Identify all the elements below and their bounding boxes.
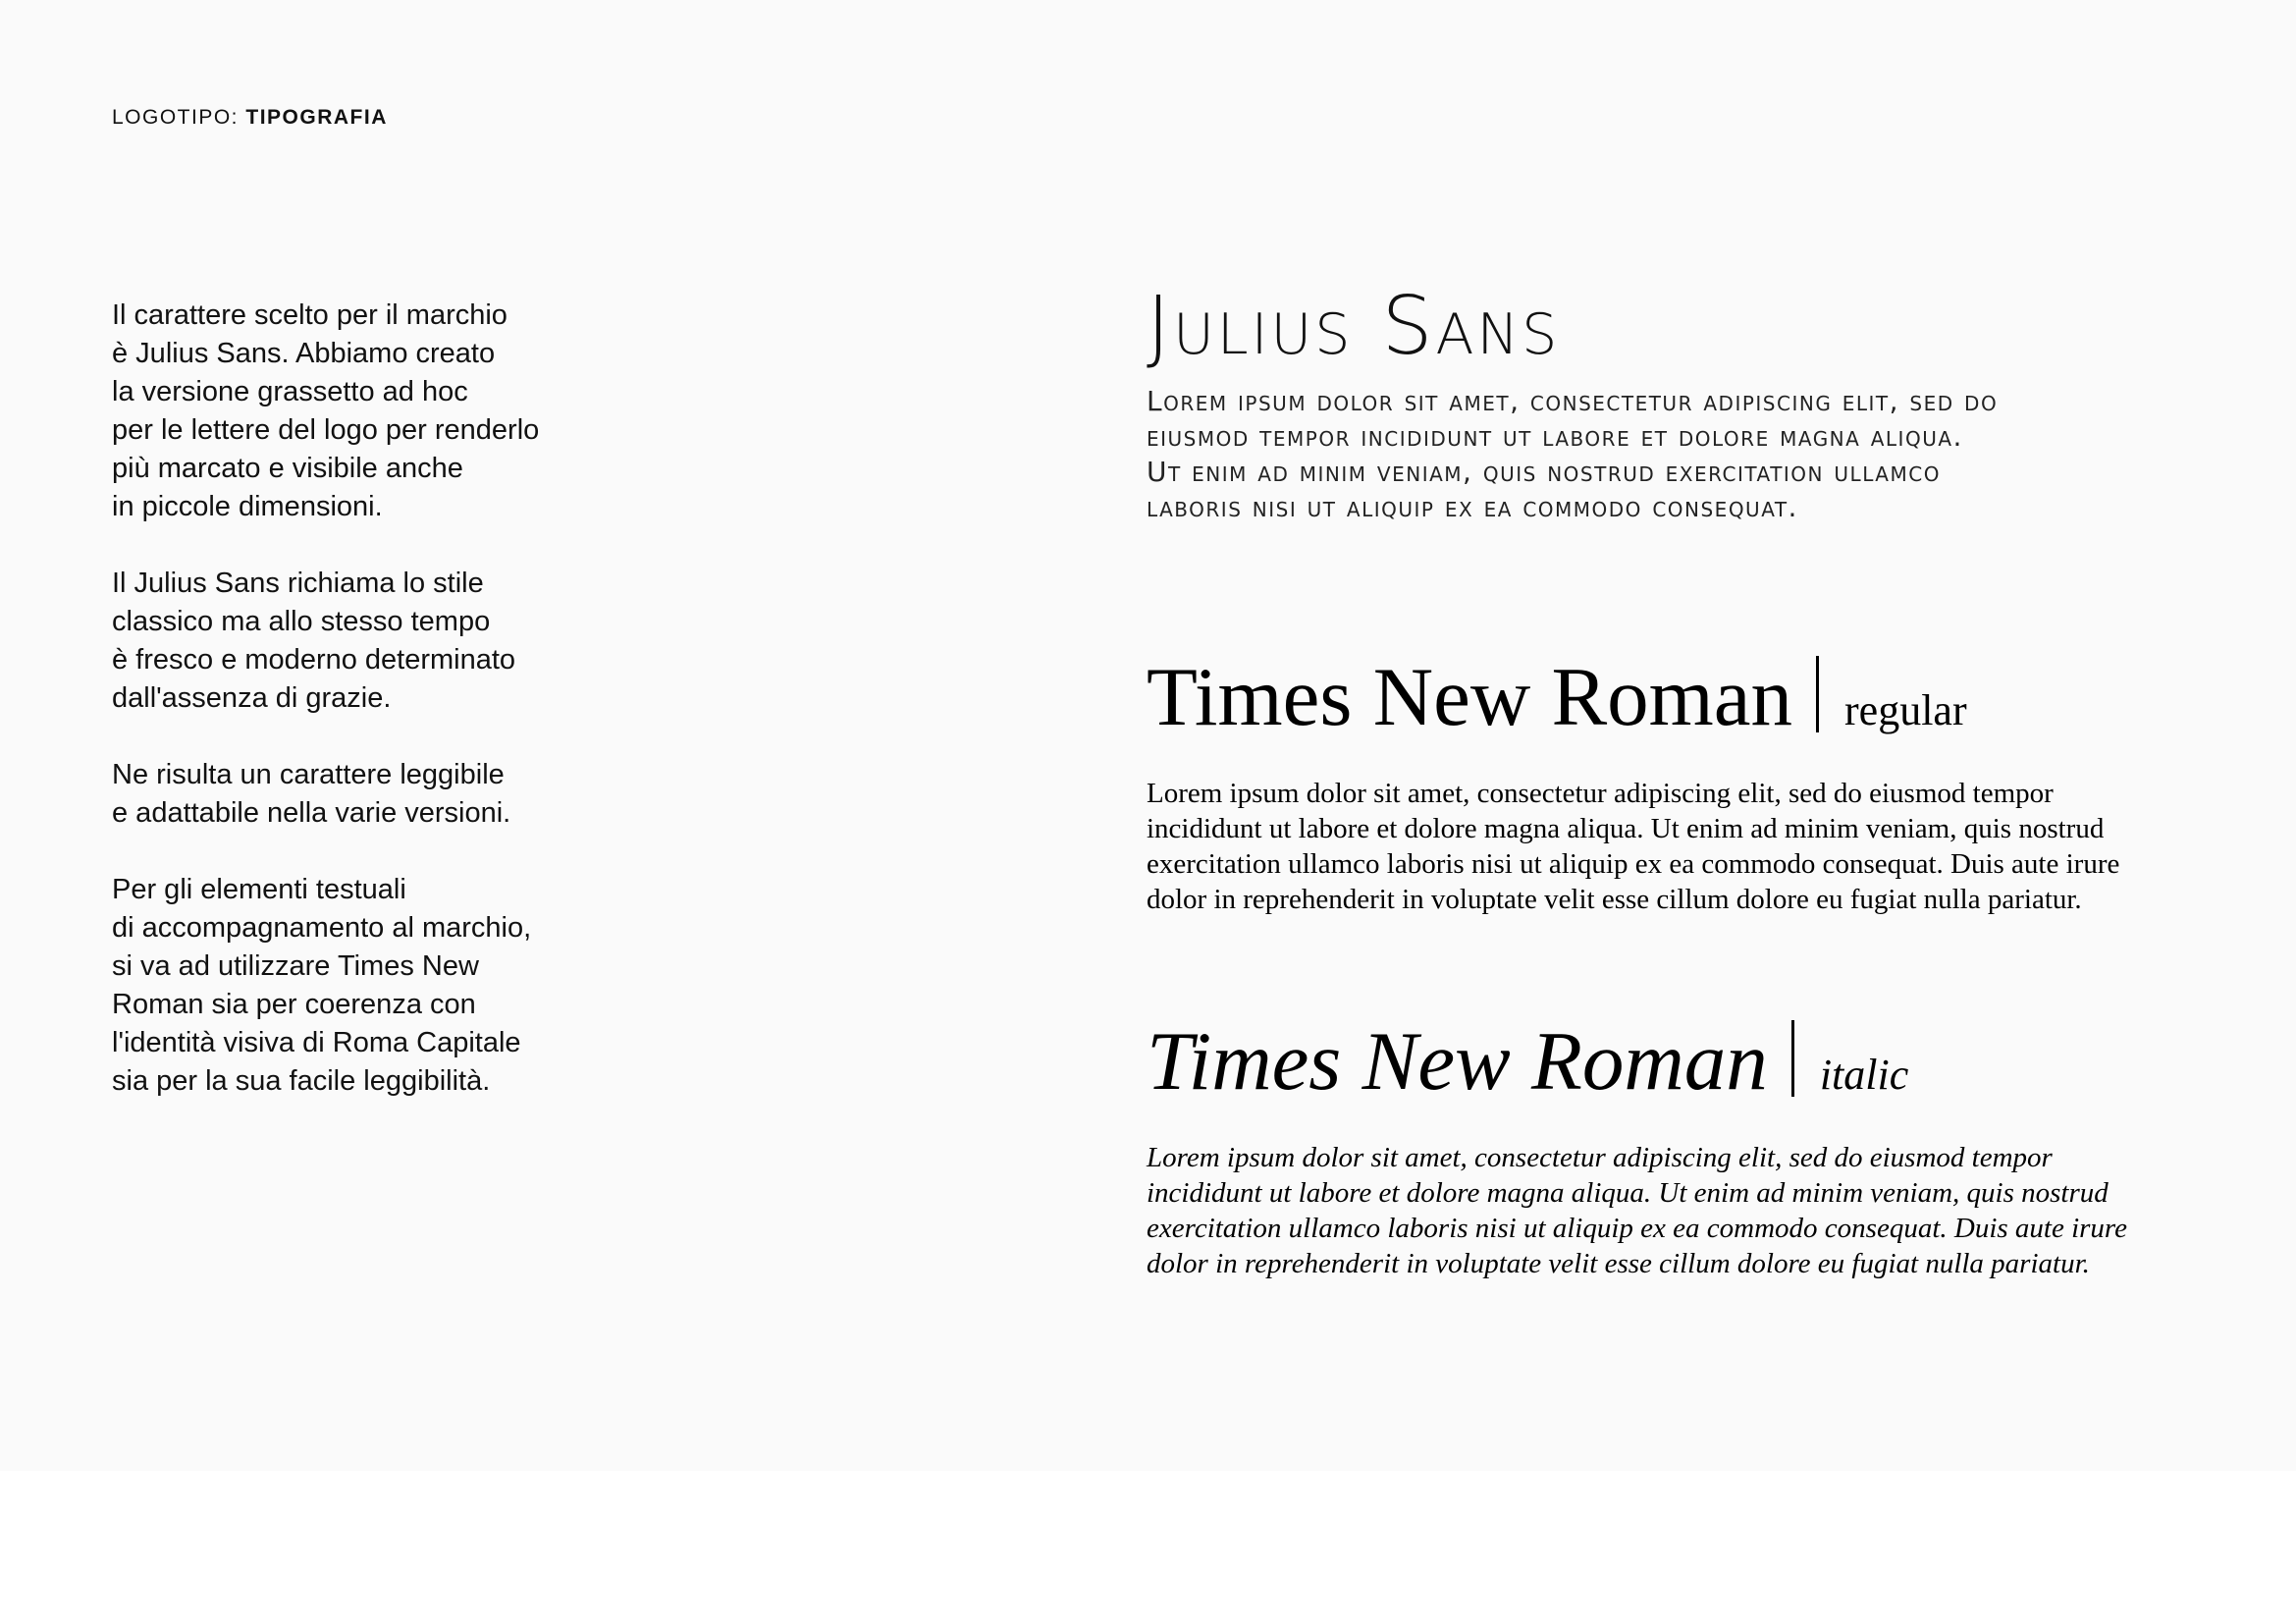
sample-line: Ut enim ad minim veniam, quis nostrud exercitation ullamco: [1147, 456, 1941, 488]
font-name: Times New Roman: [1147, 1015, 1768, 1108]
section-label-prefix: LOGOTIPO:: [112, 106, 240, 129]
times-italic-specimen: [1147, 1014, 2246, 1281]
font-weight-label: regular: [1844, 686, 1967, 734]
font-weight-label: italic: [1819, 1051, 1909, 1099]
text-line: è Julius Sans. Abbiamo creato: [112, 338, 496, 369]
times-regular-sample: [1147, 776, 2246, 917]
times-regular-specimen: [1147, 650, 2246, 917]
divider-bar: [1791, 1020, 1794, 1097]
text-line: per le lettere del logo per renderlo: [112, 414, 540, 446]
times-italic-title: [1147, 1014, 2246, 1122]
divider-bar: [1816, 656, 1819, 732]
sample-line: exercitation ullamco laboris nisi ut aliquip ex ea commodo consequat. Duis aute irure: [1147, 848, 2120, 880]
text-line: di accompagnamento al marchio,: [112, 912, 532, 944]
sample-line: Lorem ipsum dolor sit amet, consectetur adipiscing elit, sed do eiusmod tempor: [1147, 1142, 2053, 1173]
sample-line: dolor in reprehenderit in voluptate velit esse cillum dolore eu fugiat nulla pariatur.: [1147, 884, 2082, 915]
text-line: e adattabile nella varie versioni.: [112, 797, 511, 829]
times-italic-sample: [1147, 1140, 2246, 1281]
text-line: classico ma allo stesso tempo: [112, 606, 491, 637]
text-line: Il carattere scelto per il marchio: [112, 299, 507, 331]
text-line: sia per la sua facile leggibilità.: [112, 1065, 491, 1097]
section-label-title: TIPOGRAFIA: [245, 106, 388, 129]
intro-paragraph: [112, 565, 622, 718]
julius-sans-title: Julius Sans: [1147, 280, 1561, 373]
text-line: la versione grassetto ad hoc: [112, 376, 468, 407]
text-line: Il Julius Sans richiama lo stile: [112, 568, 484, 599]
text-line: è fresco e moderno determinato: [112, 644, 516, 676]
intro-text: [112, 297, 622, 1139]
text-line: dall'assenza di grazie.: [112, 682, 392, 714]
section-label: [112, 106, 388, 130]
intro-paragraph: [112, 756, 622, 833]
intro-paragraph: [112, 871, 622, 1101]
sample-line: exercitation ullamco laboris nisi ut aliquip ex ea commodo consequat. Duis aute irure: [1147, 1213, 2128, 1244]
sample-line: eiusmod tempor incididunt ut labore et dolore magna aliqua.: [1147, 420, 1963, 453]
times-regular-title: [1147, 650, 2246, 758]
text-line: l'identità visiva di Roma Capitale: [112, 1027, 521, 1058]
text-line: più marcato e visibile anche: [112, 453, 463, 484]
intro-paragraph: [112, 297, 622, 526]
text-line: Roman sia per coerenza con: [112, 989, 476, 1020]
sample-line: Lorem ipsum dolor sit amet, consectetur adipiscing elit, sed do: [1147, 385, 1999, 417]
sample-line: Lorem ipsum dolor sit amet, consectetur adipiscing elit, sed do eiusmod tempor: [1147, 778, 2054, 809]
sample-line: incididunt ut labore et dolore magna aliqua. Ut enim ad minim veniam, quis nostrud: [1147, 813, 2105, 844]
text-line: si va ad utilizzare Times New: [112, 950, 479, 982]
sample-line: incididunt ut labore et dolore magna aliqua. Ut enim ad minim veniam, quis nostrud: [1147, 1177, 2109, 1209]
sample-line: dolor in reprehenderit in voluptate velit esse cillum dolore eu fugiat nulla pariatur.: [1147, 1248, 2090, 1279]
julius-sans-sample: [1147, 384, 2226, 525]
text-line: Ne risulta un carattere leggibile: [112, 759, 505, 790]
font-name: Times New Roman: [1147, 651, 1793, 743]
julius-sans-specimen: [1147, 278, 2226, 525]
text-line: Per gli elementi testuali: [112, 874, 406, 905]
sample-line: laboris nisi ut aliquip ex ea commodo consequat.: [1147, 491, 1798, 523]
text-line: in piccole dimensioni.: [112, 491, 383, 522]
